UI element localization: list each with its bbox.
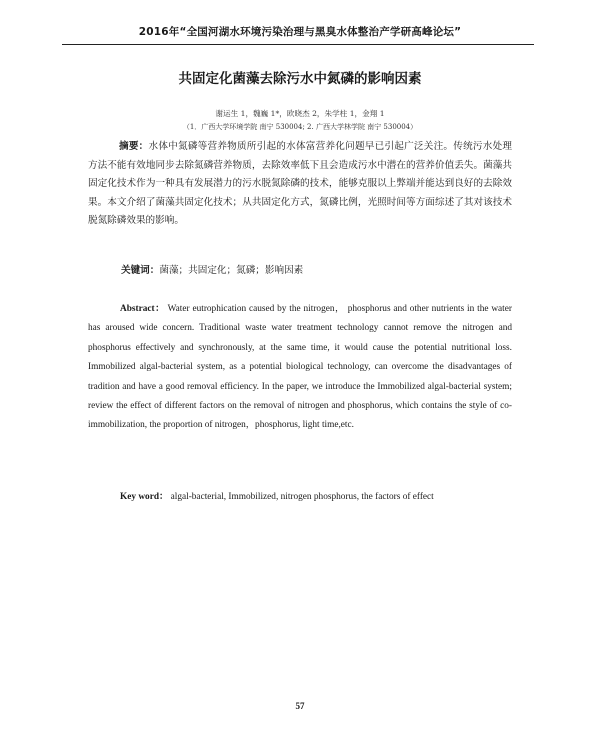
chinese-abstract-text: 水体中氮磷等营养物质所引起的水体富营养化问题早已引起广泛关注。传统污水处理方法不能有效地同步去除氮磷营养物质，去除效率低下且会造成污水中潜在的营养价值丢失。菌藻共固定化技术作为一种具有发展潜力的污水脱氮除磷的技术，能够克服以上弊端并能达到良好的去除效果。本文介绍了菌藻共固定化技术；从共固定化方式，氮磷比例，光照时间等方面综述了其对该技术脱氮除磷效果的影响。	[88, 141, 513, 226]
chinese-keywords	[121, 263, 521, 279]
running-header: 2016年“全国河湖水环境污染治理与黑臭水体整治产学研高峰论坛”	[138, 26, 462, 38]
chinese-abstract-label: 摘要：	[119, 141, 149, 152]
affiliation-list: （1．广西大学环境学院 南宁 530004; 2. 广西大学林学院 南宁 530004）	[182, 123, 418, 131]
page-number: 57	[295, 701, 305, 711]
english-abstract-text: Water eutrophication caused by the nitrogen， phosphorus and other nutrients in the water has aroused wide concern. Traditional waste water treatment technology cannot remove the nitrogen and phosphorus effectively and synchronously, at the same time, it would cause the potential nutritional loss. Immobilized algal-bacterial system, as a potential biological technology, can overcome the disadvantages of tradition and have a good removal efficiency. In the paper, we introduce the Immobilized algal-bacterial system; review the effect of different factors on the removal of nitrogen and phosphorus, which contains the style of co-immobilization, the proportion of nitrogen，phosphorus, light time,etc.	[88, 304, 512, 431]
header-divider	[62, 44, 534, 45]
chinese-keywords-text: 菌藻；共固定化；氮磷；影响因素	[159, 265, 304, 276]
chinese-keywords-label: 关键词：	[121, 265, 160, 276]
paper-title: 共固定化菌藻去除污水中氮磷的影响因素	[178, 71, 422, 87]
english-keywords-label: Key word：	[120, 492, 169, 502]
english-keywords	[88, 488, 512, 507]
chinese-abstract	[88, 138, 512, 231]
english-abstract-label: Abstract：	[120, 304, 165, 314]
author-list: 谢运生 1，魏巍 1*，欧晓杰 2，朱学柱 1，金翔 1	[215, 109, 385, 118]
english-abstract	[88, 300, 512, 436]
english-keywords-text: algal-bacterial, Immobilized, nitrogen phosphorus, the factors of effect	[170, 492, 434, 502]
